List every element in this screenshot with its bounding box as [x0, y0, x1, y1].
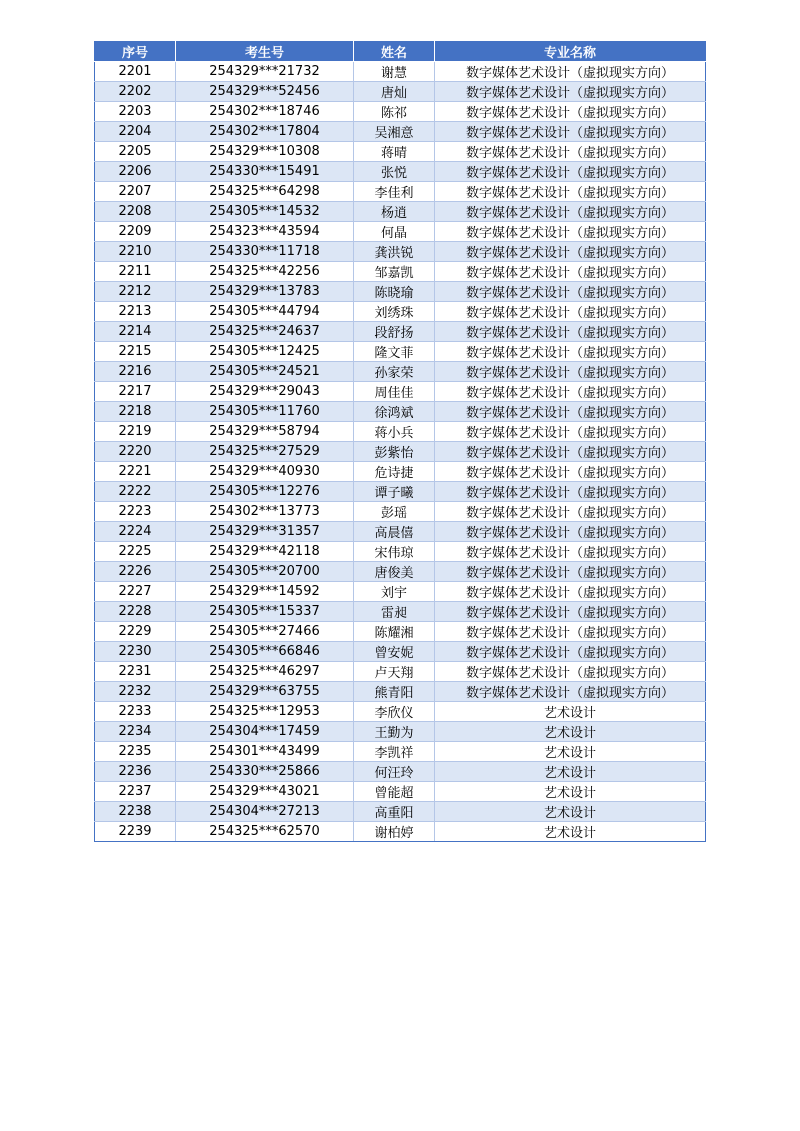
table-row: [95, 382, 706, 402]
header-row: [95, 42, 706, 62]
cell-major: 数字媒体艺术设计（虚拟现实方向）: [435, 562, 706, 582]
cell-name: 周佳佳: [354, 382, 435, 402]
cell-exam-id: 254325***27529: [176, 442, 354, 462]
cell-exam-id: 254329***58794: [176, 422, 354, 442]
cell-major: 艺术设计: [435, 802, 706, 822]
cell-exam-id: 254305***14532: [176, 202, 354, 222]
cell-exam-id: 254329***21732: [176, 62, 354, 82]
cell-exam-id: 254329***42118: [176, 542, 354, 562]
cell-major: 数字媒体艺术设计（虚拟现实方向）: [435, 122, 706, 142]
cell-major: 数字媒体艺术设计（虚拟现实方向）: [435, 262, 706, 282]
cell-name: 唐灿: [354, 82, 435, 102]
table-row: [95, 182, 706, 202]
cell-seq: 2217: [95, 382, 176, 402]
cell-exam-id: 254325***24637: [176, 322, 354, 342]
cell-major: 数字媒体艺术设计（虚拟现实方向）: [435, 242, 706, 262]
cell-seq: 2202: [95, 82, 176, 102]
table-row: [95, 482, 706, 502]
cell-name: 段舒扬: [354, 322, 435, 342]
cell-seq: 2225: [95, 542, 176, 562]
cell-seq: 2237: [95, 782, 176, 802]
cell-seq: 2224: [95, 522, 176, 542]
cell-major: 艺术设计: [435, 762, 706, 782]
cell-name: 李佳利: [354, 182, 435, 202]
cell-name: 唐俊美: [354, 562, 435, 582]
table-row: [95, 522, 706, 542]
cell-seq: 2236: [95, 762, 176, 782]
cell-major: 数字媒体艺术设计（虚拟现实方向）: [435, 382, 706, 402]
table-row: [95, 62, 706, 82]
cell-name: 雷昶: [354, 602, 435, 622]
cell-major: 数字媒体艺术设计（虚拟现实方向）: [435, 502, 706, 522]
cell-major: 数字媒体艺术设计（虚拟现实方向）: [435, 362, 706, 382]
cell-name: 曾能超: [354, 782, 435, 802]
cell-seq: 2216: [95, 362, 176, 382]
cell-name: 高重阳: [354, 802, 435, 822]
table-row: [95, 602, 706, 622]
cell-exam-id: 254305***11760: [176, 402, 354, 422]
cell-seq: 2210: [95, 242, 176, 262]
cell-name: 徐鸿斌: [354, 402, 435, 422]
cell-seq: 2223: [95, 502, 176, 522]
table-row: [95, 462, 706, 482]
cell-major: 数字媒体艺术设计（虚拟现实方向）: [435, 542, 706, 562]
cell-major: 数字媒体艺术设计（虚拟现实方向）: [435, 682, 706, 702]
cell-exam-id: 254301***43499: [176, 742, 354, 762]
cell-name: 彭瑶: [354, 502, 435, 522]
table-row: [95, 682, 706, 702]
header-name: 姓名: [354, 42, 435, 62]
cell-name: 吴湘意: [354, 122, 435, 142]
cell-exam-id: 254329***13783: [176, 282, 354, 302]
table-row: [95, 202, 706, 222]
table-row: [95, 322, 706, 342]
cell-major: 数字媒体艺术设计（虚拟现实方向）: [435, 202, 706, 222]
cell-major: 数字媒体艺术设计（虚拟现实方向）: [435, 522, 706, 542]
cell-seq: 2208: [95, 202, 176, 222]
table-row: [95, 242, 706, 262]
cell-seq: 2211: [95, 262, 176, 282]
cell-seq: 2235: [95, 742, 176, 762]
cell-exam-id: 254329***29043: [176, 382, 354, 402]
cell-exam-id: 254323***43594: [176, 222, 354, 242]
cell-exam-id: 254329***14592: [176, 582, 354, 602]
cell-name: 谢慧: [354, 62, 435, 82]
cell-seq: 2229: [95, 622, 176, 642]
header-major: 专业名称: [435, 42, 706, 62]
cell-seq: 2219: [95, 422, 176, 442]
cell-seq: 2209: [95, 222, 176, 242]
cell-exam-id: 254305***44794: [176, 302, 354, 322]
cell-name: 王勤为: [354, 722, 435, 742]
cell-name: 曾安妮: [354, 642, 435, 662]
table-row: [95, 362, 706, 382]
cell-major: 数字媒体艺术设计（虚拟现实方向）: [435, 602, 706, 622]
cell-major: 数字媒体艺术设计（虚拟现实方向）: [435, 162, 706, 182]
cell-exam-id: 254325***12953: [176, 702, 354, 722]
table-row: [95, 342, 706, 362]
cell-major: 数字媒体艺术设计（虚拟现实方向）: [435, 182, 706, 202]
table-row: [95, 802, 706, 822]
table-row: [95, 142, 706, 162]
cell-seq: 2234: [95, 722, 176, 742]
cell-name: 何汪玲: [354, 762, 435, 782]
table-row: [95, 762, 706, 782]
cell-exam-id: 254304***27213: [176, 802, 354, 822]
cell-name: 杨逍: [354, 202, 435, 222]
cell-exam-id: 254330***15491: [176, 162, 354, 182]
cell-major: 数字媒体艺术设计（虚拟现实方向）: [435, 582, 706, 602]
cell-exam-id: 254305***12276: [176, 482, 354, 502]
cell-major: 艺术设计: [435, 702, 706, 722]
cell-major: 数字媒体艺术设计（虚拟现实方向）: [435, 442, 706, 462]
cell-seq: 2218: [95, 402, 176, 422]
table-row: [95, 562, 706, 582]
cell-exam-id: 254329***40930: [176, 462, 354, 482]
table-body: [95, 62, 706, 842]
cell-name: 龚洪锐: [354, 242, 435, 262]
cell-exam-id: 254325***46297: [176, 662, 354, 682]
cell-seq: 2212: [95, 282, 176, 302]
table-row: [95, 82, 706, 102]
admission-list-sheet: [94, 41, 705, 842]
header-exam-id: 考生号: [176, 42, 354, 62]
table-row: [95, 542, 706, 562]
cell-major: 数字媒体艺术设计（虚拟现实方向）: [435, 102, 706, 122]
cell-exam-id: 254305***24521: [176, 362, 354, 382]
cell-major: 数字媒体艺术设计（虚拟现实方向）: [435, 282, 706, 302]
cell-major: 数字媒体艺术设计（虚拟现实方向）: [435, 622, 706, 642]
admission-table: [94, 41, 706, 842]
cell-seq: 2226: [95, 562, 176, 582]
cell-seq: 2203: [95, 102, 176, 122]
table-row: [95, 302, 706, 322]
cell-name: 谭子曦: [354, 482, 435, 502]
cell-seq: 2220: [95, 442, 176, 462]
cell-seq: 2238: [95, 802, 176, 822]
cell-seq: 2207: [95, 182, 176, 202]
cell-major: 数字媒体艺术设计（虚拟现实方向）: [435, 482, 706, 502]
table-row: [95, 822, 706, 842]
cell-exam-id: 254305***20700: [176, 562, 354, 582]
cell-name: 孙家荣: [354, 362, 435, 382]
cell-seq: 2201: [95, 62, 176, 82]
cell-exam-id: 254325***42256: [176, 262, 354, 282]
table-row: [95, 222, 706, 242]
cell-name: 张悦: [354, 162, 435, 182]
cell-major: 数字媒体艺术设计（虚拟现实方向）: [435, 302, 706, 322]
table-row: [95, 642, 706, 662]
cell-exam-id: 254329***10308: [176, 142, 354, 162]
cell-name: 危诗捷: [354, 462, 435, 482]
cell-exam-id: 254330***25866: [176, 762, 354, 782]
cell-major: 数字媒体艺术设计（虚拟现实方向）: [435, 322, 706, 342]
cell-seq: 2204: [95, 122, 176, 142]
cell-major: 数字媒体艺术设计（虚拟现实方向）: [435, 402, 706, 422]
cell-major: 艺术设计: [435, 782, 706, 802]
cell-name: 邹嘉凯: [354, 262, 435, 282]
table-row: [95, 102, 706, 122]
cell-exam-id: 254305***66846: [176, 642, 354, 662]
cell-major: 数字媒体艺术设计（虚拟现实方向）: [435, 222, 706, 242]
cell-name: 隆文菲: [354, 342, 435, 362]
cell-major: 数字媒体艺术设计（虚拟现实方向）: [435, 642, 706, 662]
cell-name: 宋伟琼: [354, 542, 435, 562]
cell-exam-id: 254329***31357: [176, 522, 354, 542]
cell-seq: 2233: [95, 702, 176, 722]
cell-exam-id: 254325***62570: [176, 822, 354, 842]
cell-name: 彭紫怡: [354, 442, 435, 462]
cell-major: 数字媒体艺术设计（虚拟现实方向）: [435, 422, 706, 442]
table-row: [95, 442, 706, 462]
cell-exam-id: 254330***11718: [176, 242, 354, 262]
cell-name: 李欣仪: [354, 702, 435, 722]
cell-exam-id: 254302***13773: [176, 502, 354, 522]
cell-seq: 2205: [95, 142, 176, 162]
cell-name: 陈晓瑜: [354, 282, 435, 302]
cell-exam-id: 254305***15337: [176, 602, 354, 622]
cell-exam-id: 254329***63755: [176, 682, 354, 702]
cell-seq: 2222: [95, 482, 176, 502]
cell-seq: 2213: [95, 302, 176, 322]
table-row: [95, 402, 706, 422]
cell-name: 李凯祥: [354, 742, 435, 762]
cell-seq: 2221: [95, 462, 176, 482]
table-row: [95, 502, 706, 522]
cell-name: 刘绣珠: [354, 302, 435, 322]
cell-seq: 2230: [95, 642, 176, 662]
cell-major: 艺术设计: [435, 742, 706, 762]
cell-exam-id: 254325***64298: [176, 182, 354, 202]
cell-seq: 2227: [95, 582, 176, 602]
cell-seq: 2231: [95, 662, 176, 682]
table-row: [95, 722, 706, 742]
cell-exam-id: 254302***17804: [176, 122, 354, 142]
cell-name: 卢天翔: [354, 662, 435, 682]
table-row: [95, 742, 706, 762]
header-seq: 序号: [95, 42, 176, 62]
table-row: [95, 582, 706, 602]
cell-exam-id: 254305***12425: [176, 342, 354, 362]
table-row: [95, 702, 706, 722]
cell-name: 高晨僖: [354, 522, 435, 542]
cell-name: 刘宇: [354, 582, 435, 602]
table-row: [95, 662, 706, 682]
table-row: [95, 622, 706, 642]
cell-major: 数字媒体艺术设计（虚拟现实方向）: [435, 82, 706, 102]
cell-seq: 2239: [95, 822, 176, 842]
cell-major: 数字媒体艺术设计（虚拟现实方向）: [435, 462, 706, 482]
cell-exam-id: 254305***27466: [176, 622, 354, 642]
cell-name: 蒋小兵: [354, 422, 435, 442]
cell-major: 数字媒体艺术设计（虚拟现实方向）: [435, 662, 706, 682]
table-row: [95, 422, 706, 442]
cell-exam-id: 254329***43021: [176, 782, 354, 802]
cell-seq: 2215: [95, 342, 176, 362]
cell-name: 陈耀湘: [354, 622, 435, 642]
cell-exam-id: 254302***18746: [176, 102, 354, 122]
cell-seq: 2206: [95, 162, 176, 182]
cell-name: 谢柏婷: [354, 822, 435, 842]
cell-major: 数字媒体艺术设计（虚拟现实方向）: [435, 142, 706, 162]
cell-major: 艺术设计: [435, 822, 706, 842]
cell-name: 陈祁: [354, 102, 435, 122]
table-row: [95, 262, 706, 282]
cell-major: 数字媒体艺术设计（虚拟现实方向）: [435, 62, 706, 82]
cell-seq: 2214: [95, 322, 176, 342]
table-row: [95, 782, 706, 802]
cell-seq: 2228: [95, 602, 176, 622]
cell-major: 数字媒体艺术设计（虚拟现实方向）: [435, 342, 706, 362]
cell-seq: 2232: [95, 682, 176, 702]
table-row: [95, 282, 706, 302]
table-row: [95, 162, 706, 182]
cell-name: 熊青阳: [354, 682, 435, 702]
cell-name: 蒋晴: [354, 142, 435, 162]
table-row: [95, 122, 706, 142]
cell-exam-id: 254304***17459: [176, 722, 354, 742]
cell-name: 何晶: [354, 222, 435, 242]
cell-exam-id: 254329***52456: [176, 82, 354, 102]
cell-major: 艺术设计: [435, 722, 706, 742]
